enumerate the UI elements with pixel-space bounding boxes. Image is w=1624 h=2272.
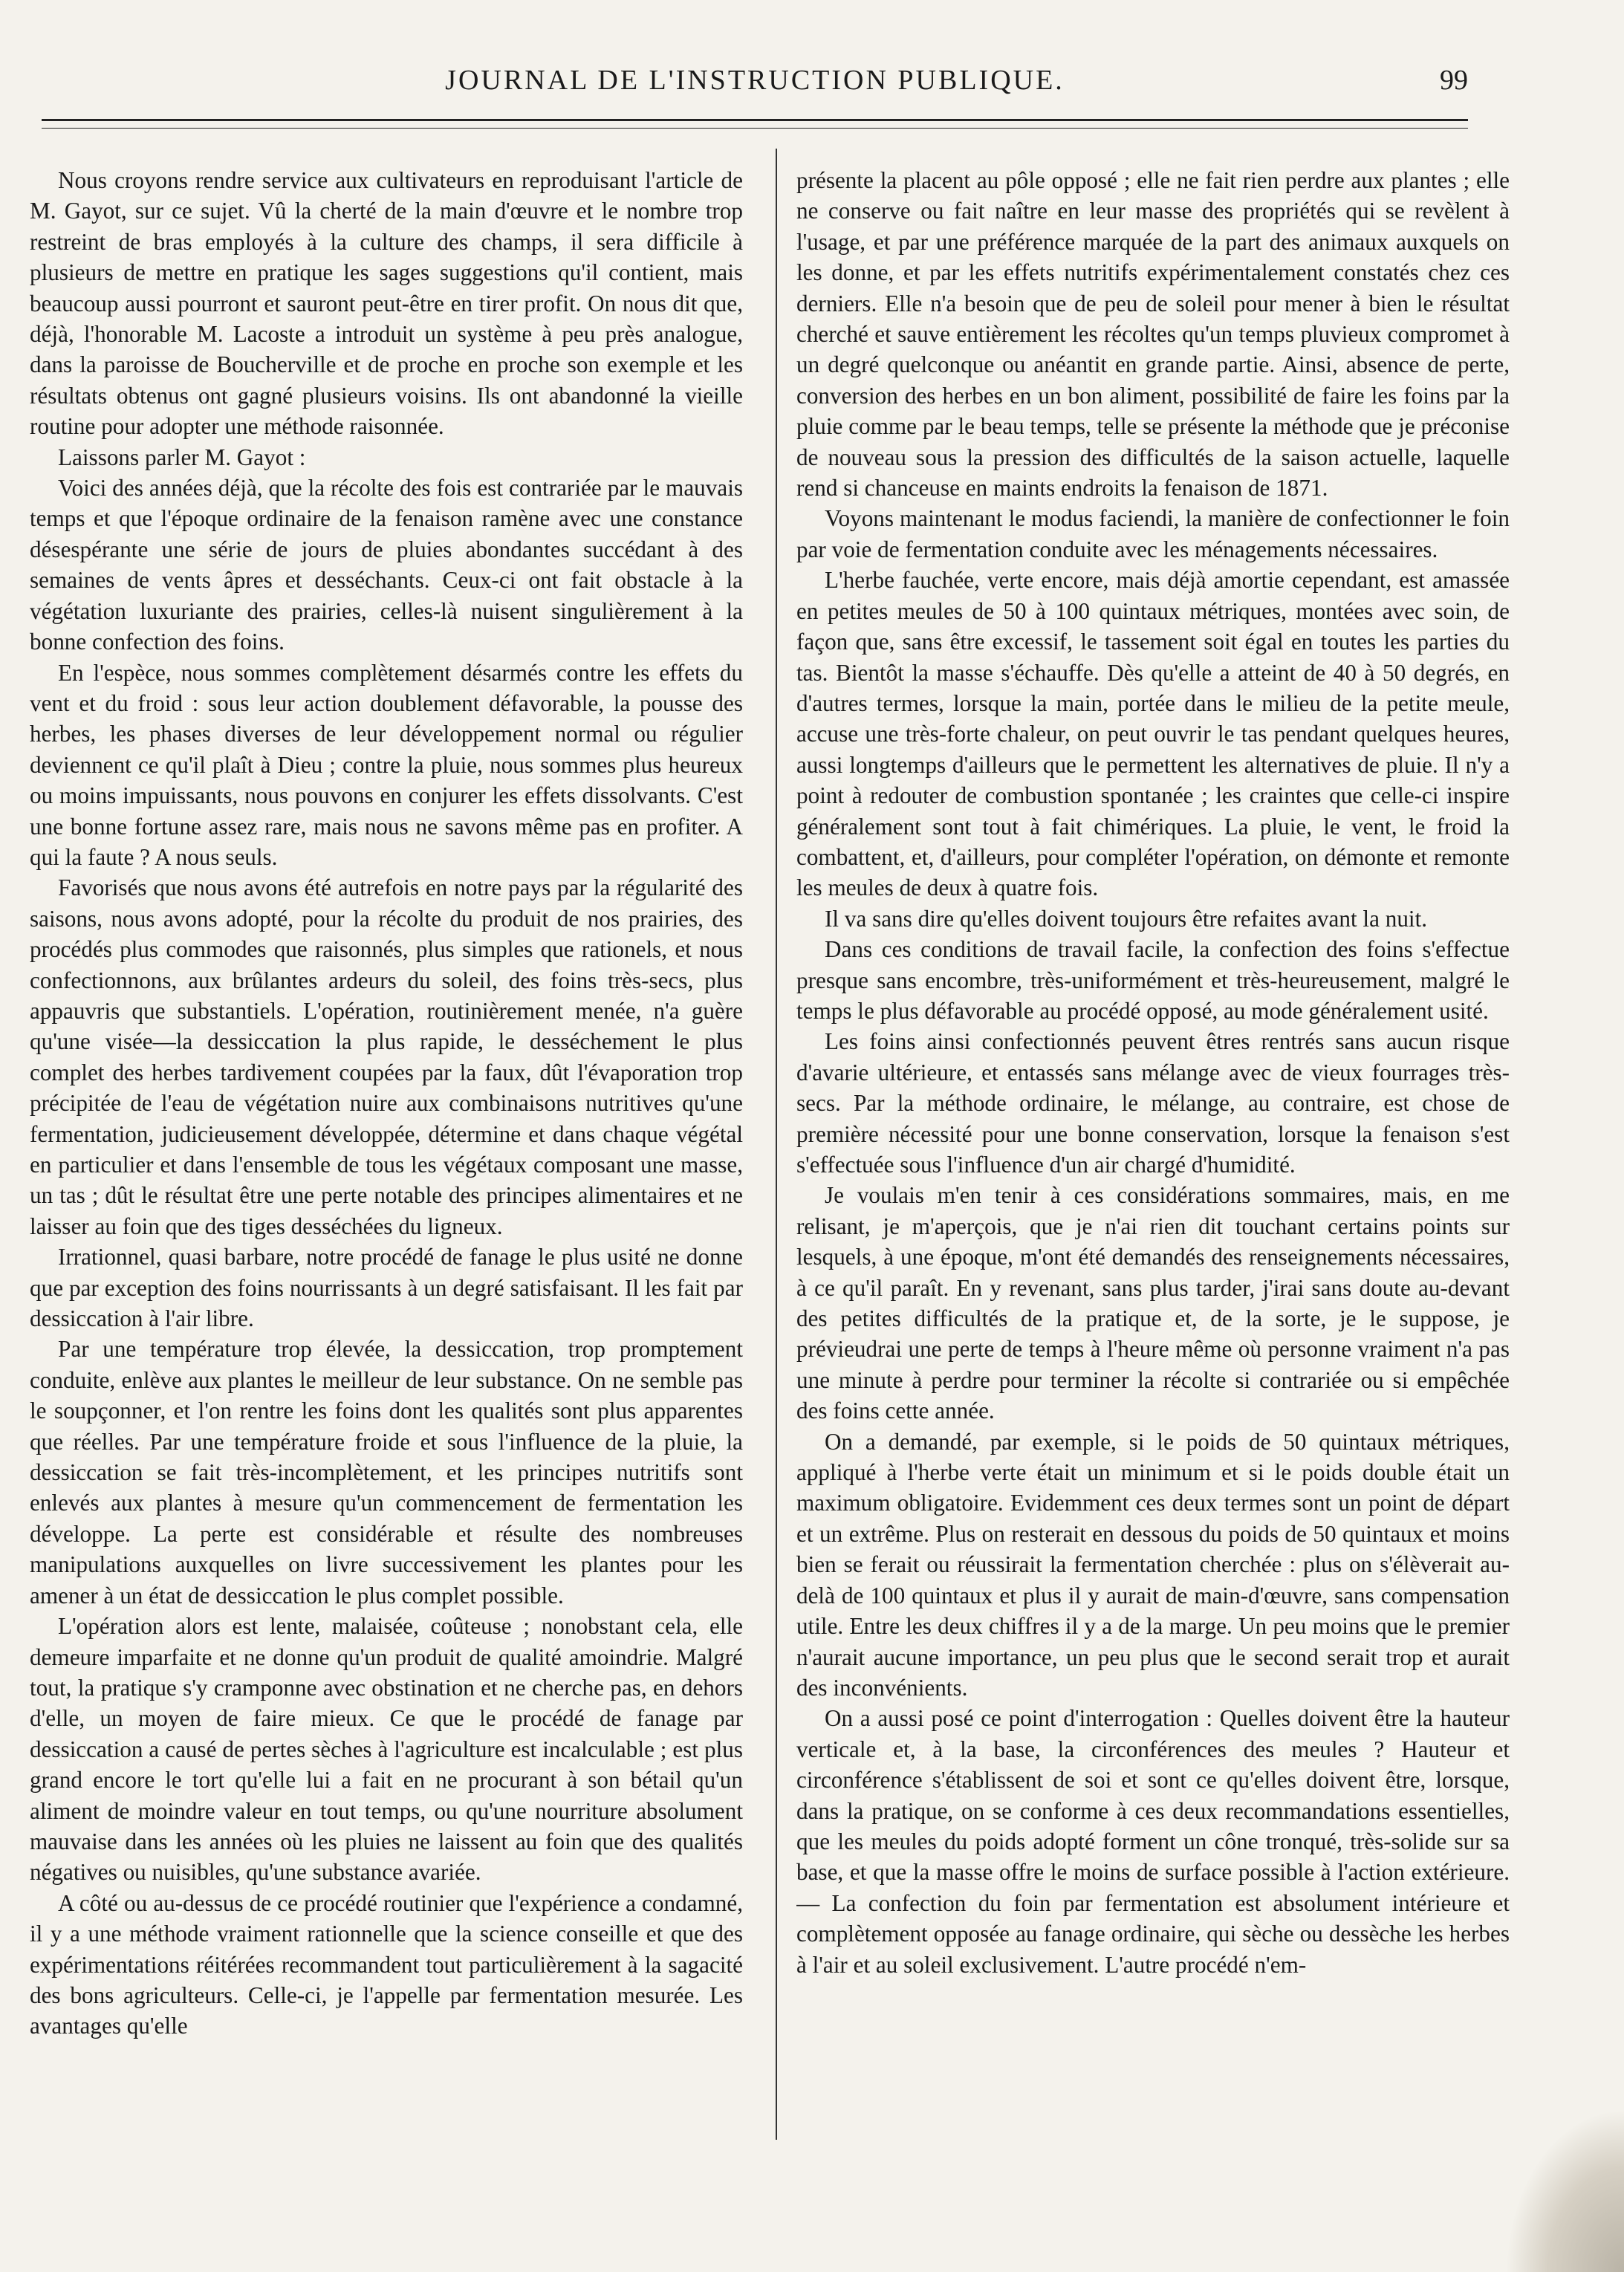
paragraph: Par une température trop élevée, la dessiccation, trop promptement conduite, enlève aux plantes le meilleur de leur substance. On ne semble pas le soupçonner, et l'on rentre les foins dont les qualités sont plus apparentes que réelles. Par une température froide et sous l'influence de la pluie, la dessiccation se fait très-incomplètement, et les principes nutritifs sont enlevés aux plantes à mesure qu'un commencement de fermentation les développe. La perte est considérable et résulte des nombreuses manipulations auxquelles on livre successivement les plantes pour les amener à un état de dessiccation le plus complet possible. — [30, 1336, 743, 1609]
right-column — [796, 165, 1510, 2164]
paragraph: Voyons maintenant le modus faciendi, la manière de confectionner le foin par voie de fermentation conduite avec les ménagements nécessaires. — [796, 505, 1510, 562]
paragraph: Irrationnel, quasi barbare, notre procédé de fanage le plus usité ne donne que par exception des foins nourrissants à un degré satisfaisant. Il les fait par dessiccation à l'air libre. — [30, 1244, 743, 1332]
paragraph: Dans ces conditions de travail facile, la confection des foins s'effectue presque sans encombre, très-uniformément et très-heureusement, malgré le temps le plus défavorable au procédé opposé, au mode généralement usité. — [796, 936, 1510, 1024]
journal-title: JOURNAL DE L'INSTRUCTION PUBLIQUE. — [445, 65, 1065, 96]
paragraph: présente la placent au pôle opposé ; elle ne fait rien perdre aux plantes ; elle ne conserve ou fait naître en leur masse des propriétés qui se revèlent à l'usage, et par une préférence marquée de la part des animaux auxquels on les donne, et par les effets nutritifs expérimentalement constatés chez ces derniers. Elle n'a besoin que de peu de soleil pour mener à bien le résultat cherché et sauve entièrement les récoltes qu'un temps pluvieux compromet à un degré quelconque ou anéantit en grande partie. Ainsi, absence de perte, conversion des herbes en un bon aliment, possibilité de faire les foins par la pluie comme par le beau temps, telle se présente la méthode que je préconise de nouveau sous la pression des difficultés de la saison actuelle, laquelle rend si chanceuse en maints endroits la fenaison de 1871. — [796, 167, 1510, 502]
paragraph: Nous croyons rendre service aux cultivateurs en reproduisant l'article de M. Gayot, sur ce sujet. Vû la cherté de la main d'œuvre et le nombre trop restreint de bras employés à la culture des champs, il sera difficile à plusieurs de mettre en pratique les sages suggestions qu'il contient, mais beaucoup aussi pourront et sauront peut-être en tirer profit. On nous dit que, déjà, l'honorable M. Lacoste a introduit un système à peu près analogue, dans la paroisse de Boucherville et de proche en proche son exemple et les résultats obtenus ont gagné plusieurs voisins. Ils ont abandonné la vieille routine pour adopter une méthode raisonnée. — [30, 167, 743, 440]
page-header — [42, 64, 1468, 108]
paragraph: L'herbe fauchée, verte encore, mais déjà amortie cependant, est amassée en petites meules de 50 à 100 quintaux métriques, montées avec soin, de façon que, sans être excessif, le tassement soit égal en toutes les parties du tas. Bientôt la masse s'échauffe. Dès qu'elle a atteint de 40 à 50 degrés, en d'autres termes, lorsque la main, portée dans le milieu de la petite meule, accuse une très-forte chaleur, on peut ouvrir le tas pendant quelques heures, aussi longtemps d'ailleurs que le permettent les alternatives de pluie. Il n'y a point à redouter de combustion spontanée ; les craintes que celle-ci inspire généralement sont tout à fait chimériques. La pluie, le vent, le froid la combattent, et, d'ailleurs, pour compléter l'opération, on démonte et remonte les meules de deux à quatre fois. — [796, 567, 1510, 901]
paragraph: Favorisés que nous avons été autrefois en notre pays par la régularité des saisons, nous avons adopté, pour la récolte du produit de nos prairies, des procédés plus commodes que raisonnés, plus simples que rationels, et nous confectionnons, aux brûlantes ardeurs du soleil, des foins très-secs, plus appauvris que substantiels. L'opération, routinièrement menée, n'a guère qu'une visée—la dessiccation la plus rapide, le desséchement le plus complet des herbes tardivement coupées par la faux, dût l'évaporation trop précipitée de l'eau de végétation nuire aux combinaisons nutritives qu'une fermentation, judicieusement développée, détermine et dans chaque végétal en particulier et dans l'ensemble de tous les végétaux composant une masse, un tas ; dût le résultat être une perte notable des principes alimentaires et ne laisser au foin que des tiges desséchées du ligneux. — [30, 874, 743, 1239]
column-divider — [776, 149, 777, 2140]
paragraph: Laissons parler M. Gayot : — [58, 444, 306, 470]
paper-stain — [1505, 2109, 1624, 2272]
page-number: 99 — [1440, 65, 1468, 96]
header-rule-thin — [42, 128, 1468, 129]
paragraph: On a demandé, par exemple, si le poids de 50 quintaux métriques, appliqué à l'herbe verte était un minimum et si le poids double était un maximum obligatoire. Evidemment ces deux termes sont un point de départ et un extrême. Plus on resterait en dessous du poids de 50 quintaux et moins bien se ferait ou réussirait la fermentation cherchée : plus on s'élèverait au-delà de 100 quintaux et plus il y aurait de main-d'œuvre, sans compensation utile. Entre les deux chiffres il y a de la marge. Un peu moins que le premier n'aurait aucune importance, un peu plus que le second serait trop et aurait des inconvénients. — [796, 1428, 1510, 1701]
left-column — [30, 165, 743, 2164]
paragraph: Les foins ainsi confectionnés peuvent êtres rentrés sans aucun risque d'avarie ultérieure, et entassés sans mélange avec de vieux fourrages très-secs. Par la méthode ordinaire, le mélange, au contraire, est chose de première nécessité pour une bonne conservation, lorsque la fenaison s'est s'effectuée sous l'influence d'un air chargé d'humidité. — [796, 1028, 1510, 1178]
header-rule-thick — [42, 119, 1468, 121]
paragraph: En l'espèce, nous sommes complètement désarmés contre les effets du vent et du froid : sous leur action doublement défavorable, la pousse des herbes, les phases diverses de leur développement normal ou régulier deviennent ce qu'il plaît à Dieu ; contre la pluie, nous sommes plus heureux ou moins impuissants, nous pouvons en conjurer les effets dissolvants. C'est une bonne fortune assez rare, mais nous ne savons même pas en profiter. A qui la faute ? A nous seuls. — [30, 659, 743, 870]
paragraph: Il va sans dire qu'elles doivent toujours être refaites avant la nuit. — [825, 905, 1428, 932]
paragraph: Je voulais m'en tenir à ces considérations sommaires, mais, en me relisant, je m'aperçois, que je n'ai rien dit touchant certains points sur lesquels, à une époque, m'ont été demandés des renseignements nécessaires, à ce qu'il paraît. En y revenant, sans plus tarder, j'irai sans doute au-devant des petites difficultés de la pratique et, de la sorte, je le suppose, je prévieudrai une perte de temps à l'heure même où personne vraiment n'a pas une minute à perdre pour terminer la récolte si contrariée ou si empêchée des foins cette année. — [796, 1182, 1510, 1424]
paragraph: Voici des années déjà, que la récolte des fois est contrariée par le mauvais temps et que l'époque ordinaire de la fenaison ramène avec une constance désespérante une série de jours de pluies abondantes succédant à des semaines de vents âpres et desséchants. Ceux-ci ont fait obstacle à la végétation luxuriante des prairies, celles-là nuisent singulièrement à la bonne confection des foins. — [30, 475, 743, 655]
paragraph: On a aussi posé ce point d'interrogation : Quelles doivent être la hauteur verticale et, à la base, la circonférences des meules ? Hauteur et circonférence s'établissent de soi et sont ce qu'elles doivent être, lorsque, dans la pratique, on se conforme à ces deux recommandations essentielles, que les meules du poids adopté forment un cône tronqué, très-solide sur sa base, et que la masse offre le moins de surface possible à l'action extérieure. — La confection du foin par fermentation est absolument intérieure et complètement opposée au fanage ordinaire, qui sèche ou dessèche les herbes à l'air et au soleil exclusivement. L'autre procédé n'em- — [796, 1705, 1510, 1978]
paragraph: A côté ou au-dessus de ce procédé routinier que l'expérience a condamné, il y a une méthode vraiment rationnelle que la science conseille et que des expérimentations réitérées recommandent tout particulièrement à la sagacité des bons agriculteurs. Celle-ci, je l'appelle par fermentation mesurée. Les avantages qu'elle — [30, 1889, 743, 2039]
paragraph: L'opération alors est lente, malaisée, coûteuse ; nonobstant cela, elle demeure imparfaite et ne donne qu'un produit de qualité amoindrie. Malgré tout, la pratique s'y cramponne avec obstination et ne cherche pas, en dehors d'elle, un moyen de faire mieux. Ce que le procédé de fanage par dessiccation a causé de pertes sèches à l'agriculture est incalculable ; est plus grand encore le tort qu'elle lui a fait en ne procurant à son bétail qu'un aliment de moindre valeur en tout temps, ou qu'une nourriture absolument mauvaise dans les années où les pluies ne laissent au foin que des qualités négatives ou nuisibles, qu'une substance avariée. — [30, 1613, 743, 1886]
